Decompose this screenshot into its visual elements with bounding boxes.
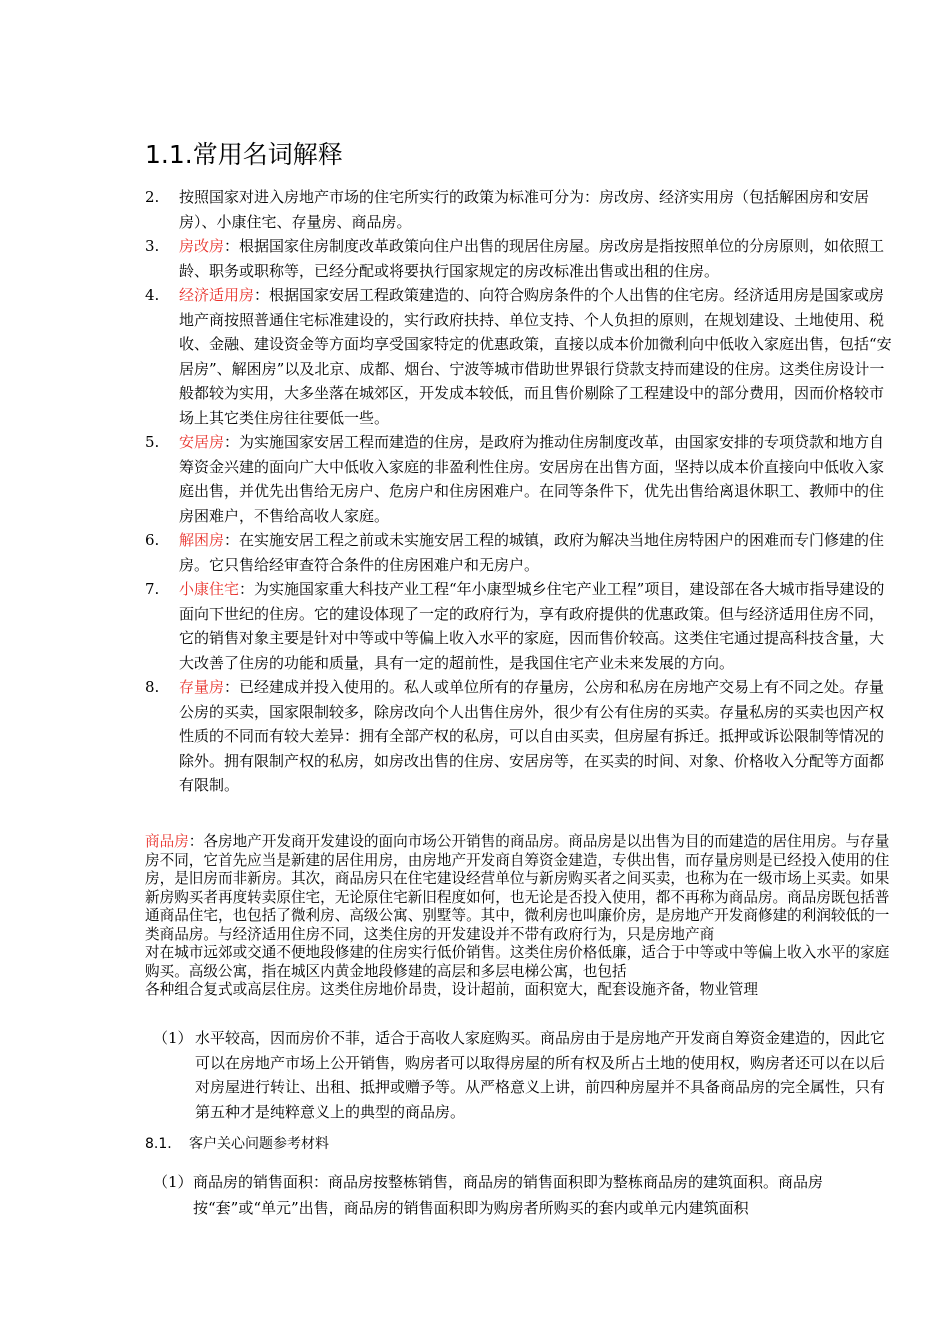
item-number: 2. xyxy=(145,188,160,206)
paragraph: 对在城市远郊或交通不便地段修建的住房实行低价销售。这类住房价格低廉，适合于中等或中等偏上收入水平的家庭购买。高级公寓，指在城区内黄金地段修建的高层和多层电梯公寓，也包括 xyxy=(145,944,890,980)
item-number: 8. xyxy=(145,678,160,696)
list-item xyxy=(145,675,895,798)
item-text: ：在实施安居工程之前或未实施安居工程的城镇，政府为解决当地住房特困户的困难而专门修建的住房。它只售给经审查符合条件的住房困难户和无房户。 xyxy=(179,531,885,574)
subsection-number: 8.1. xyxy=(145,1136,172,1152)
item-number: 7. xyxy=(145,580,160,598)
item-term: 小康住宅 xyxy=(179,580,240,598)
item-text: ：根据国家安居工程政策建造的、向符合购房条件的个人出售的住宅房。经济适用房是国家或房地产商按照普通住宅标准建设的，实行政府扶持、单位支持、个人负担的原则，在规划建设、土地使用、税收、金融、建设资金等方面均享受国家特定的优惠政策，直接以成本价加微利向中低收入家庭出售，包括“安居房”、解困房”以及北京、成都、烟台、宁波等城市借助世界银行贷款支持而建设的住房。这类住房设计一般都较为实用，大多坐落在城郊区，开发成本较低，而且售价剔除了工程建设中的部分费用，因而价格较市场上其它类住房往往要低一些。 xyxy=(179,286,892,427)
subsection-title: 客户关心问题参考材料 xyxy=(189,1136,329,1152)
paragraph-term: 商品房 xyxy=(145,833,189,850)
item-term: 存量房 xyxy=(179,678,225,696)
item-text: ：为实施国家重大科技产业工程“年小康型城乡住宅产业工程”项目，建设部在各大城市指导建设的面向下世纪的住房。它的建设体现了一定的政府行为，享有政府提供的优惠政策。但与经济适用住房不同，它的销售对象主要是针对中等或中等偏上收入水平的家庭，因而售价较高。这类住宅通过提高科技含量，大大改善了住房的功能和质量，具有一定的超前性，是我国住宅产业未来发展的方向。 xyxy=(179,580,885,672)
item-number: 4. xyxy=(145,286,160,304)
sub-item xyxy=(145,1026,897,1124)
item-text: 按照国家对进入房地产市场的住宅所实行的政策为标准可分为：房改房、经济实用房（包括解困房和安居房）、小康住宅、存量房、商品房。 xyxy=(179,188,870,231)
paragraph: 各种组合复式或高层住房。这类住房地价昂贵，设计超前，面积宽大，配套设施齐备，物业管理 xyxy=(145,981,758,998)
sub-item-text: 商品房的销售面积：商品房按整栋销售，商品房的销售面积即为整栋商品房的建筑面积。商品房按“套”或“单元”出售，商品房的销售面积即为购房者所购买的套内或单元内建筑面积 xyxy=(193,1173,824,1217)
list-item xyxy=(145,234,895,283)
section-heading: 1.1.常用名词解释 xyxy=(145,140,343,169)
list-item xyxy=(145,283,895,430)
sub-item-label: （1） xyxy=(153,1173,193,1191)
item-text: ：根据国家住房制度改革政策向住户出售的现居住房屋。房改房是指按照单位的分房原则，如依照工龄、职务或职称等，已经分配或将要执行国家规定的房改标准出售或出租的住房。 xyxy=(179,237,885,280)
item-number: 3. xyxy=(145,237,160,255)
commercial-housing-paragraph xyxy=(145,833,895,1000)
list-item xyxy=(145,430,895,528)
item-number: 5. xyxy=(145,433,160,451)
item-term: 房改房 xyxy=(179,237,225,255)
item-text: ：已经建成并投入使用的。私人或单位所有的存量房，公房和私房在房地产交易上有不同之处。存量公房的买卖，国家限制较多，除房改向个人出售住房外，很少有公有住房的买卖。存量私房的买卖也因产权性质的不同而有较大差异：拥有全部产权的私房，可以自由买卖，但房屋有拆迁。抵押或诉讼限制等情况的除外。拥有限制产权的私房，如房改出售的住房、安居房等，在买卖的时间、对象、价格收入分配等方面都有限制。 xyxy=(179,678,885,794)
subsection-heading xyxy=(145,1133,329,1153)
item-term: 解困房 xyxy=(179,531,225,549)
paragraph-text: ：各房地产开发商开发建设的面向市场公开销售的商品房。商品房是以出售为目的而建造的居住用房。与存量房不同，它首先应当是新建的居住用房，由房地产开发商自筹资金建造，专供出售，而存量房则是已经投入使用的住房，是旧房而非新房。其次，商品房只在住宅建设经营单位与新房购买者之间买卖，也称为在一级市场上买卖。如果新房购买者再度转卖原住宅，无论原住宅新旧程度如何，也无论是否投入使用，都不再称为商品房。商品房既包括普通商品住宅，也包括了微利房、高级公寓、别墅等。其中，微利房也叫廉价房，是房地产开发商修建的利润较低的一类商品房。与经济适用住房不同，这类住房的开发建设并不带有政府行为，只是房地产商 xyxy=(145,833,890,943)
list-item xyxy=(145,528,895,577)
item-number: 6. xyxy=(145,531,160,549)
sub-item-text: 水平较高，因而房价不菲，适合于高收人家庭购买。商品房由于是房地产开发商自筹资金建造的，因此它可以在房地产市场上公开销售，购房者可以取得房屋的所有权及所占土地的使用权，购房者还可以在以后对房屋进行转让、出租、抵押或赠予等。从严格意义上讲，前四种房屋并不具备商品房的完全属性，只有第五种才是纯粹意义上的典型的商品房。 xyxy=(195,1029,886,1121)
item-term: 安居房 xyxy=(179,433,225,451)
item-text: ：为实施国家安居工程而建造的住房，是政府为推动住房制度改革，由国家安排的专项贷款和地方自筹资金兴建的面向广大中低收入家庭的非盈利性住房。安居房在出售方面，坚持以成本价直接向中低收入家庭出售，并优先出售给无房户、危房户和住房困难户。在同等条件下，优先出售给离退休职工、教师中的住房困难户，不售给高收人家庭。 xyxy=(179,433,885,525)
sub-item xyxy=(145,1169,895,1221)
paragraph xyxy=(145,833,895,944)
list-item xyxy=(145,577,895,675)
numbered-list xyxy=(145,185,895,798)
sub-item-label: （1） xyxy=(153,1029,193,1047)
list-item xyxy=(145,185,895,234)
item-term: 经济适用房 xyxy=(179,286,255,304)
